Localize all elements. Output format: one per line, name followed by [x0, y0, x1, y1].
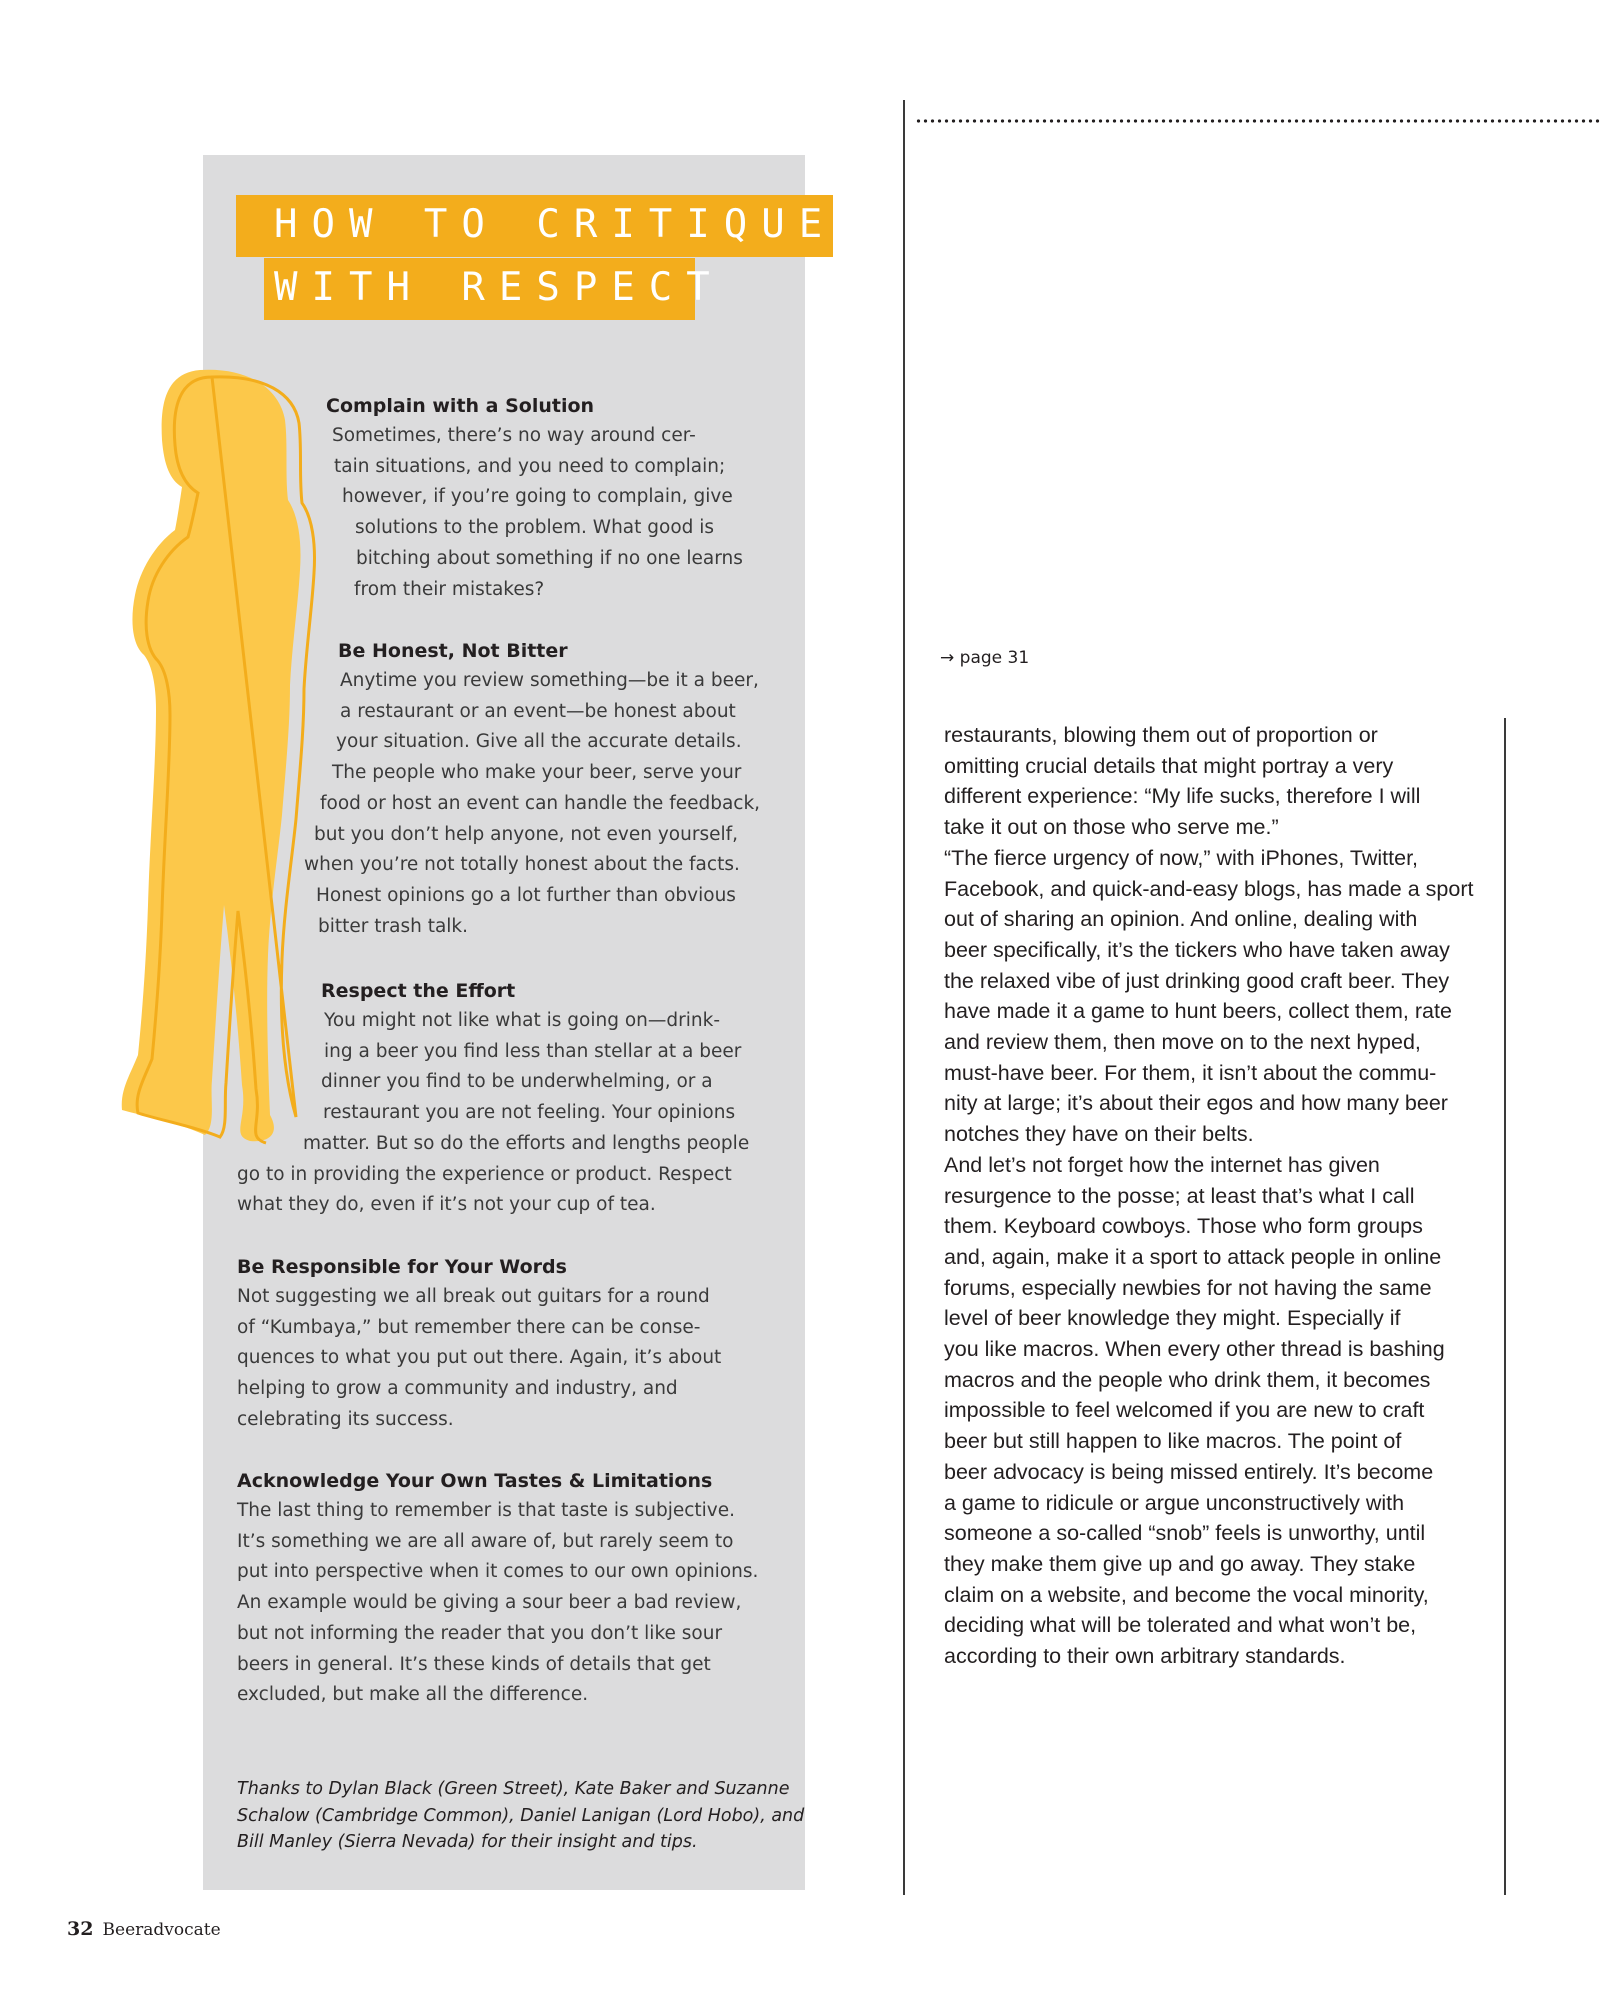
article-line: the relaxed vibe of just drinking good craft beer. They: [944, 968, 1450, 993]
article-line: level of beer knowledge they might. Especially if: [944, 1306, 1401, 1331]
page-footer: [67, 1918, 221, 1940]
credits-line: Schalow (Cambridge Common), Daniel Lanigan (Lord Hobo), and: [237, 1805, 805, 1826]
tip-line: quences to what you put out there. Again, it’s about: [237, 1347, 722, 1369]
tip-line: Not suggesting we all break out guitars for a round: [237, 1286, 710, 1307]
article-line: a game to ridicule or argue unconstructively with: [944, 1490, 1405, 1515]
tip-line: The people who make your beer, serve your: [332, 762, 742, 784]
article-line: them. Keyboard cowboys. Those who form groups: [944, 1214, 1423, 1239]
tip-line: but you don’t help anyone, not even yourself,: [314, 823, 738, 845]
tip-acknowledge-tastes-limitations: [237, 1466, 758, 1711]
tip-line: Sometimes, there’s no way around cer-: [332, 425, 696, 446]
tip-body: [326, 421, 743, 605]
tip-line: restaurant you are not feeling. Your opinions: [323, 1102, 736, 1124]
article-line: beer specifically, it’s the tickers who have taken away: [944, 937, 1450, 962]
column-divider-left: [903, 100, 905, 1895]
tip-body: [237, 1006, 749, 1221]
article-line: they make them give up and go away. They stake: [944, 1551, 1416, 1576]
tip-line: put into perspective when it comes to our own opinions.: [237, 1561, 759, 1583]
page-number: 32: [67, 1918, 94, 1940]
tip-respect-the-effort: [237, 976, 749, 1221]
article-line: take it out on those who serve me.”: [944, 815, 1279, 840]
credits-line: Bill Manley (Sierra Nevada) for their insight and tips.: [237, 1832, 698, 1852]
article-line: notches they have on their belts.: [944, 1122, 1254, 1147]
article-line: must-have beer. For them, it isn’t about the commu-: [944, 1060, 1437, 1085]
tip-line: your situation. Give all the accurate details.: [336, 731, 742, 753]
tip-line: but not informing the reader that you don’t like sour: [237, 1622, 723, 1644]
tip-line: tain situations, and you need to complain;: [334, 455, 726, 477]
tip-line: solutions to the problem. What good is: [355, 517, 715, 539]
tip-line: An example would be giving a sour beer a bad review,: [237, 1592, 742, 1614]
tip-be-responsible-for-your-words: [237, 1252, 721, 1436]
tip-heading: Acknowledge Your Own Tastes & Limitations: [237, 1470, 713, 1492]
article-line: and review them, then move on to the next hyped,: [944, 1030, 1421, 1055]
tip-heading: Be Responsible for Your Words: [237, 1256, 567, 1278]
tip-line: bitter trash talk.: [318, 915, 469, 937]
column-divider-right: [1504, 718, 1506, 1895]
tip-line: from their mistakes?: [354, 578, 545, 600]
article-line: beer advocacy is being missed entirely. It’s become: [944, 1459, 1434, 1484]
article-line: macros and the people who drink them, it becomes: [944, 1367, 1431, 1392]
tip-body: [237, 1282, 721, 1436]
tip-body: [237, 1496, 758, 1711]
article-line: nity at large; it’s about their egos and how many beer: [944, 1091, 1448, 1116]
tip-heading: Respect the Effort: [321, 980, 516, 1002]
publication-name: Beeradvocate: [102, 1920, 221, 1940]
tip-line: Honest opinions go a lot further than obvious: [316, 884, 736, 906]
tip-line: The last thing to remember is that taste is subjective.: [237, 1500, 735, 1521]
tip-be-honest-not-bitter: [304, 636, 760, 942]
tip-line: helping to grow a community and industry, and: [237, 1378, 678, 1400]
tip-line: It’s something we are all aware of, but rarely seem to: [237, 1530, 734, 1552]
article-line: have made it a game to hunt beers, collect them, rate: [944, 999, 1452, 1024]
sidebar-credits: [237, 1776, 805, 1856]
tip-line: what they do, even if it’s not your cup of tea.: [237, 1194, 656, 1216]
article-line: restaurants, blowing them out of proportion or: [944, 723, 1378, 747]
tip-line: ing a beer you find less than stellar at a beer: [324, 1040, 742, 1062]
article-line: omitting crucial details that might portray a very: [944, 753, 1394, 778]
article-body: [944, 720, 1484, 1672]
credits-line: Thanks to Dylan Black (Green Street), Kate Baker and Suzanne: [237, 1779, 790, 1799]
tip-line: matter. But so do the efforts and lengths people: [303, 1132, 750, 1154]
article-line: resurgence to the posse; at least that’s what I call: [944, 1183, 1415, 1208]
tip-line: go to in providing the experience or product. Respect: [237, 1163, 732, 1185]
article-line: “The fierce urgency of now,” with iPhones, Twitter,: [944, 845, 1419, 870]
article-line: you like macros. When every other thread is bashing: [944, 1337, 1445, 1362]
tip-line: excluded, but make all the difference.: [237, 1684, 589, 1706]
article-line: deciding what will be tolerated and what won’t be,: [944, 1613, 1417, 1638]
sidebar-title-line-2: WITH RESPECT: [264, 258, 695, 320]
sidebar-title-line-1: HOW TO CRITIQUE: [236, 195, 833, 257]
tip-line: bitching about something if no one learns: [356, 547, 743, 569]
article-line: impossible to feel welcomed if you are new to craft: [944, 1398, 1425, 1423]
tip-heading: Complain with a Solution: [326, 395, 595, 417]
continued-from-page-ref: → page 31: [940, 648, 1030, 668]
tip-line: dinner you find to be underwhelming, or a: [321, 1071, 713, 1093]
article-line: according to their own arbitrary standards.: [944, 1644, 1346, 1669]
tip-line: You might not like what is going on—drink-: [324, 1010, 720, 1031]
tip-body: [304, 666, 760, 942]
tip-line: of “Kumbaya,” but remember there can be conse-: [237, 1316, 701, 1338]
article-line: different experience: “My life sucks, therefore I will: [944, 784, 1421, 809]
article-line: forums, especially newbies for not having the same: [944, 1275, 1432, 1300]
tip-heading: Be Honest, Not Bitter: [338, 640, 568, 662]
article-line: And let’s not forget how the internet has given: [944, 1152, 1380, 1177]
tip-line: however, if you’re going to complain, give: [342, 486, 733, 508]
tip-line: when you’re not totally honest about the facts.: [304, 854, 740, 876]
article-line: Facebook, and quick-and-easy blogs, has made a sport: [944, 876, 1474, 901]
tip-line: celebrating its success.: [237, 1408, 454, 1430]
tip-line: food or host an event can handle the feedback,: [320, 792, 761, 814]
article-line: beer but still happen to like macros. The point of: [944, 1429, 1402, 1454]
tip-complain-with-solution: [326, 391, 743, 605]
article-line: and, again, make it a sport to attack people in online: [944, 1244, 1442, 1269]
tip-line: a restaurant or an event—be honest about: [340, 700, 736, 722]
tip-line: Anytime you review something—be it a beer,: [340, 670, 759, 691]
dotted-rule: [915, 118, 1600, 124]
article-line: claim on a website, and become the vocal minority,: [944, 1582, 1429, 1607]
article-line: someone a so-called “snob” feels is unworthy, until: [944, 1521, 1426, 1546]
article-line: out of sharing an opinion. And online, dealing with: [944, 907, 1418, 932]
tip-line: beers in general. It’s these kinds of details that get: [237, 1653, 711, 1675]
